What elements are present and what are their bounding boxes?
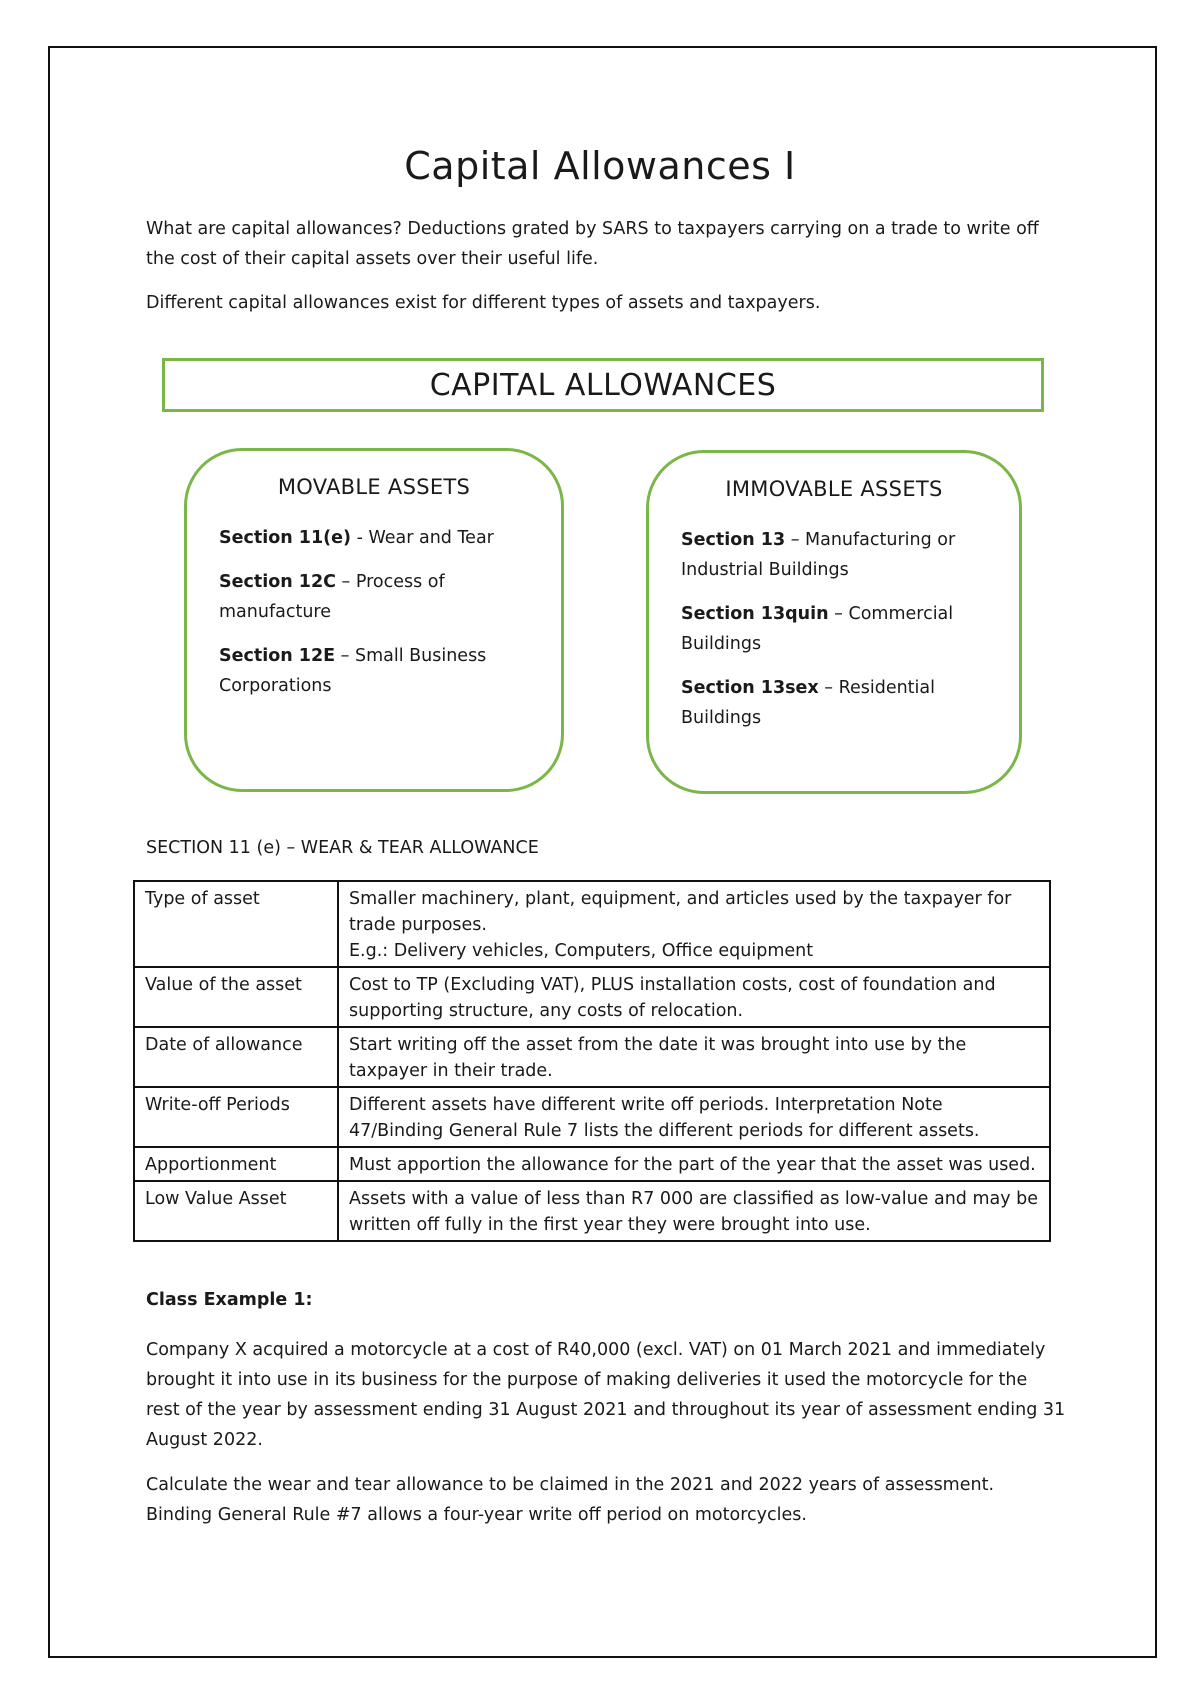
section-label: Section 12E [219,646,336,666]
wear-tear-heading: SECTION 11 (e) – WEAR & TEAR ALLOWANCE [146,838,539,858]
movable-item [219,567,537,627]
section-label: Section 13 [681,530,786,550]
movable-item [219,523,537,553]
row-key: Low Value Asset [134,1181,338,1241]
movable-assets-box [184,448,564,792]
section-desc: – Process of manufacture [219,572,445,622]
intro-note: Different capital allowances exist for different types of assets and taxpayers. [146,293,821,313]
section-label: Section 13sex [681,678,819,698]
section-label: Section 11(e) [219,528,352,548]
section-desc: - Wear and Tear [351,528,494,548]
example-task-line: Binding General Rule #7 allows a four-year write off period on motorcycles. [146,1505,807,1525]
row-value: Cost to TP (Excluding VAT), PLUS installation costs, cost of foundation and supporting structure, any costs of relocation. [338,967,1050,1027]
capital-allowances-banner: CAPITAL ALLOWANCES [162,358,1044,412]
row-key: Apportionment [134,1147,338,1181]
table-row [134,881,1050,967]
section-desc: – Small Business Corporations [219,646,487,696]
page-title: Capital Allowances I [404,144,796,188]
row-value-example: E.g.: Delivery vehicles, Computers, Office equipment [349,941,814,961]
section-desc: – Residential Buildings [681,678,935,728]
wear-tear-table [133,880,1051,1242]
movable-item [219,641,537,701]
example-body: Company X acquired a motorcycle at a cost of R40,000 (excl. VAT) on 01 March 2021 and immediately brought it into use in its business for the purpose of making deliveries it used the motorcycle for the rest of the year by assessment ending 31 August 2021 and throughout its year of assessment ending 31 August 2022. [146,1340,1066,1450]
immovable-item [681,599,995,659]
movable-assets-heading: MOVABLE ASSETS [277,475,471,499]
table-row [134,1087,1050,1147]
row-key: Write-off Periods [134,1087,338,1147]
example-task-line: Calculate the wear and tear allowance to be claimed in the 2021 and 2022 years of assessment. [146,1475,995,1495]
row-value [338,881,1050,967]
table-row [134,1181,1050,1241]
section-label: Section 13quin [681,604,829,624]
immovable-item [681,525,995,585]
table-row [134,967,1050,1027]
row-value: Different assets have different write off periods. Interpretation Note 47/Binding General Rule 7 lists the different periods for different assets. [338,1087,1050,1147]
row-value: Start writing off the asset from the date it was brought into use by the taxpayer in their trade. [338,1027,1050,1087]
row-key: Value of the asset [134,967,338,1027]
section-desc: – Commercial Buildings [681,604,954,654]
section-label: Section 12C [219,572,336,592]
row-value: Must apportion the allowance for the part of the year that the asset was used. [338,1147,1050,1181]
immovable-item [681,673,995,733]
immovable-assets-heading: IMMOVABLE ASSETS [725,477,943,501]
example-task [146,1470,1066,1530]
row-key: Type of asset [134,881,338,967]
immovable-assets-box [646,450,1022,794]
row-value-text: Smaller machinery, plant, equipment, and articles used by the taxpayer for trade purposes. [349,889,1012,935]
table-row [134,1027,1050,1087]
section-desc: – Manufacturing or Industrial Buildings [681,530,956,580]
example-heading: Class Example 1: [146,1290,313,1310]
row-value: Assets with a value of less than R7 000 are classified as low-value and may be written off fully in the first year they were brought into use. [338,1181,1050,1241]
row-key: Date of allowance [134,1027,338,1087]
table-row [134,1147,1050,1181]
intro-question: What are capital allowances? Deductions grated by SARS to taxpayers carrying on a trade to write off the cost of their capital assets over their useful life. [146,219,1039,269]
